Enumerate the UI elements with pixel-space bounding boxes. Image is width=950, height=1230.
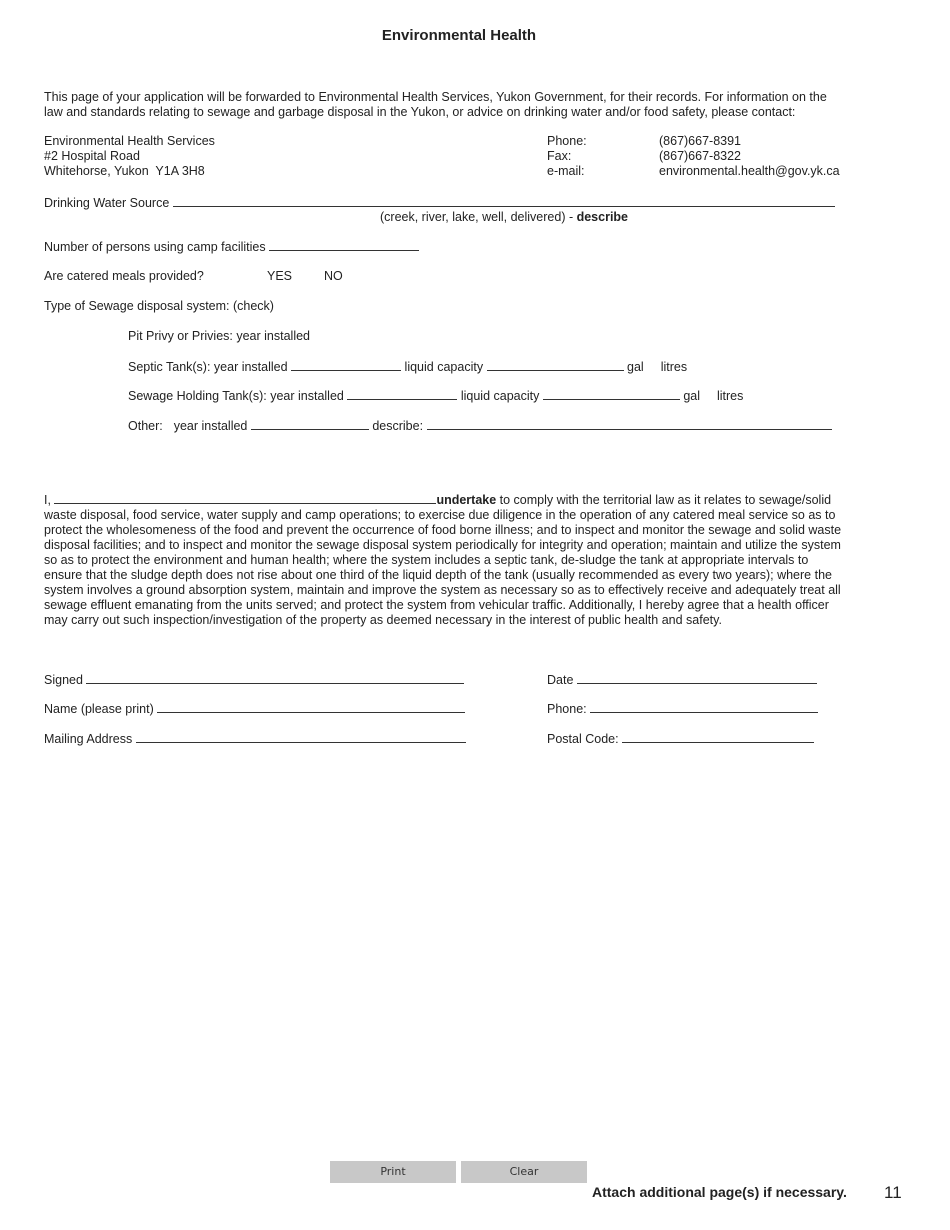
phone-row: [547, 701, 818, 717]
other-year-label: year installed: [173, 419, 248, 433]
clear-button[interactable]: Clear: [461, 1161, 587, 1183]
signed-row: [44, 672, 464, 688]
intro-paragraph: This page of your application will be forwarded to Environmental Health Services, Yukon Government, for their records. For information on the law and standards relating to sewage and garbage disposal in the Yukon, or advice on drinking water and/or food safety, please contact:: [44, 90, 827, 119]
undertaking-prefix: I,: [44, 493, 51, 507]
persons-row: [44, 239, 419, 255]
holding-capacity-label: liquid capacity: [460, 389, 540, 403]
name-field[interactable]: [157, 701, 465, 713]
other-describe-field[interactable]: [427, 418, 832, 430]
undertaking-name-field[interactable]: [54, 492, 436, 504]
holding-gal-option[interactable]: gal: [683, 389, 700, 403]
phone-label: Phone:: [547, 134, 587, 148]
postal-field[interactable]: [622, 731, 814, 743]
persons-field[interactable]: [269, 239, 419, 251]
septic-year-field[interactable]: [291, 359, 401, 371]
postal-label: Postal Code:: [547, 732, 619, 746]
persons-label: Number of persons using camp facilities: [44, 240, 266, 254]
undertaking-text: to comply with the territorial law as it relates to sewage/solid waste disposal, food service, water supply and camp operations; to exercise due diligence in the operation of any catered meal service so as to protect the wholesomeness of the food and prevent the occurrence of food borne illness; and to inspect and monitor the sewage and solid waste disposal facilities; and to inspect and monitor the sewage disposal system periodically for integrity and operation; maintain and utilize the system so as to protect the environment and human health; where the system includes a septic tank, de-sludge the tank at appropriate intervals to ensure that the sludge depth does not rise about one third of the liquid depth of the tank (usually recommended as every two years); where the system involves a ground absorption system, maintain and improve the system as necessary so as to effectively receive and adequately treat all sewage effluent emanating from the units served; and protect the system from vehicular traffic. Additionally, I hereby agree that a health officer may carry out such inspection/investigation of the property as deemed necessary in the interest of public health and safety.: [44, 493, 842, 627]
date-label: Date: [547, 673, 574, 687]
name-label: Name (please print): [44, 702, 154, 716]
septic-tank-row: [128, 359, 687, 375]
undertaking-paragraph: [44, 492, 844, 628]
mailing-row: [44, 731, 466, 747]
drinking-water-row: [44, 195, 835, 211]
signed-label: Signed: [44, 673, 83, 687]
contact-org: Environmental Health Services: [44, 134, 215, 148]
other-label[interactable]: Other:: [128, 419, 163, 433]
holding-capacity-field[interactable]: [543, 388, 680, 400]
undertaking-bold: undertake: [436, 493, 497, 507]
drinking-water-label: Drinking Water Source: [44, 196, 170, 210]
septic-capacity-field[interactable]: [487, 359, 624, 371]
septic-tank-label[interactable]: Septic Tank(s): year installed: [128, 360, 288, 374]
mailing-label: Mailing Address: [44, 732, 133, 746]
septic-gal-option[interactable]: gal: [627, 360, 644, 374]
meals-no-option[interactable]: NO: [324, 269, 343, 283]
drinking-water-hint-bold: describe: [576, 210, 629, 224]
date-row: [547, 672, 817, 688]
drinking-water-hint-text: (creek, river, lake, well, delivered) -: [380, 210, 577, 224]
septic-litres-option[interactable]: litres: [660, 360, 688, 374]
other-row: [128, 418, 832, 434]
holding-litres-option[interactable]: litres: [716, 389, 744, 403]
drinking-water-hint: [380, 210, 628, 225]
holding-tank-label[interactable]: Sewage Holding Tank(s): year installed: [128, 389, 344, 403]
pit-privy-option[interactable]: Pit Privy or Privies: year installed: [128, 329, 311, 343]
holding-tank-row: [128, 388, 743, 404]
print-button[interactable]: Print: [330, 1161, 456, 1183]
phone-field-label: Phone:: [547, 702, 587, 716]
holding-year-field[interactable]: [347, 388, 457, 400]
phone-value: (867)667-8391: [659, 134, 742, 148]
contact-labels: [547, 134, 587, 179]
email-value: environmental.health@gov.yk.ca: [659, 164, 840, 178]
name-row: [44, 701, 465, 717]
signed-field[interactable]: [86, 672, 464, 684]
footer-note: Attach additional page(s) if necessary.: [592, 1184, 847, 1200]
page-number: 11: [884, 1183, 902, 1202]
contact-address-line2: Whitehorse, Yukon Y1A 3H8: [44, 164, 205, 178]
email-label: e-mail:: [547, 164, 585, 178]
page-title: Environmental Health: [381, 27, 537, 44]
meals-yes-option[interactable]: YES: [267, 269, 293, 283]
postal-row: [547, 731, 814, 747]
fax-label: Fax:: [547, 149, 572, 163]
other-year-field[interactable]: [251, 418, 369, 430]
contact-address-line1: #2 Hospital Road: [44, 149, 140, 163]
contact-address: [44, 134, 215, 179]
contact-values: [659, 134, 840, 179]
other-describe-label: describe:: [372, 419, 424, 433]
meals-label: Are catered meals provided?: [44, 269, 204, 283]
phone-field[interactable]: [590, 701, 818, 713]
drinking-water-field[interactable]: [173, 195, 835, 207]
sewage-type-label: Type of Sewage disposal system: (check): [44, 299, 274, 313]
mailing-field[interactable]: [136, 731, 466, 743]
septic-capacity-label: liquid capacity: [404, 360, 484, 374]
fax-value: (867)667-8322: [659, 149, 742, 163]
date-field[interactable]: [577, 672, 817, 684]
